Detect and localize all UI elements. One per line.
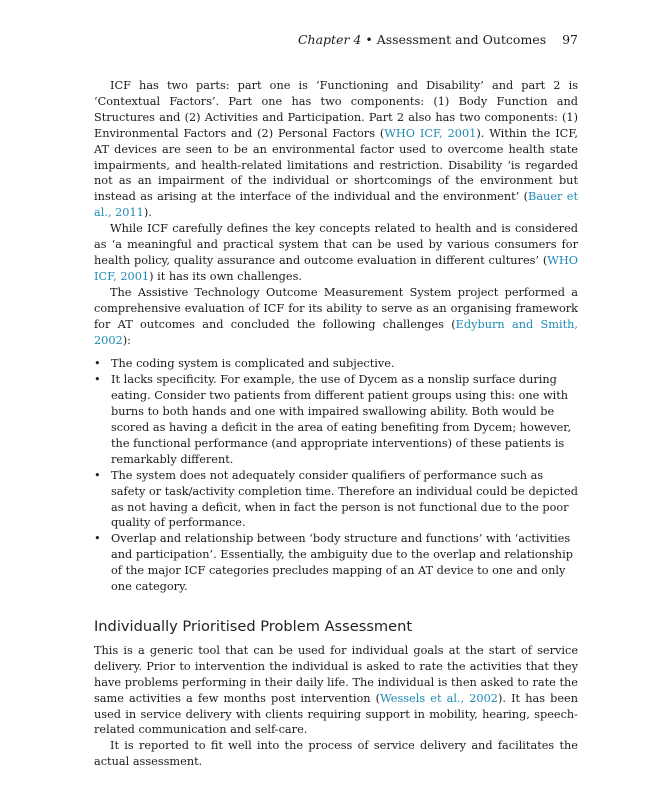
bullet-marker: • (94, 357, 101, 371)
chapter-label: Chapter 4 (297, 32, 362, 47)
list-item: • Overlap and relationship between ‘body structure and functions’ with ‘activities and participation’. Essentially, the ambiguity due to the overlap and relationship of the major ICF categories precludes mapping of an AT device to one and only one category. (94, 532, 573, 594)
running-header (298, 32, 578, 47)
paragraph-ippa-fit: It is reported to fit well into the process of service delivery and facilitates the actual assessment. (94, 739, 578, 769)
list-item: • The coding system is complicated and subjective. (94, 357, 395, 371)
chapter-title: Assessment and Outcomes (376, 32, 547, 47)
paragraph-icf-challenges: While ICF carefully defines the key concepts related to health and is considered as ‘a meaningful and practical system that can be used by various consumers for health policy, quality assurance and outcome evaluation in different cultures’ (WHO ICF, 2001) it has its own challenges. (94, 222, 578, 283)
paragraph-icf-parts: ICF has two parts: part one is ‘Functioning and Disability’ and part 2 is ‘Contextual Factors’. Part one has two components: (1) Body Function and Structures and (2) Activities and Participation. Part 2 also has two components: (1) Environmental Factors and (2) Personal Factors (WHO ICF, 2001). Within the ICF, AT devices are seen to be an environmental factor used to overcome health state impairments, and health-related limitations and restriction. Disability ‘is regarded not as an impairment of the individual or shortcomings of the environment but instead as arising at the interface of the individual and the environment’ (Bauer et al., 2011). (94, 79, 579, 220)
citation-link[interactable]: Bauer et al., 2011 (94, 190, 578, 220)
citation-link[interactable]: WHO ICF, 2001 (384, 126, 477, 140)
challenges-list (94, 356, 578, 595)
citation-link[interactable]: Edyburn and Smith, 2002 (94, 317, 578, 347)
citation-link[interactable]: Wessels et al., 2002 (380, 691, 498, 705)
section-heading: Individually Prioritised Problem Assessment (94, 618, 413, 635)
bullet-marker: • (94, 468, 101, 482)
page-number: 97 (562, 32, 578, 47)
header-separator: • (365, 32, 373, 47)
list-item: • It lacks specificity. For example, the use of Dycem as a nonslip surface during eating. Consider two patients from different patient groups using this: one with burns to both hands and one with impaired swallowing ability. Both would be scored as having a deficit in the area of eating benefiting from Dycem; however, the functional performance (and appropriate interventions) of these patients is remarkably different. (94, 373, 572, 466)
list-item: • The system does not adequately consider qualifiers of performance such as safety or task/activity completion time. Therefore an individual could be depicted as not having a deficit, when in fact the person is not functional due to the poor quality of performance. (94, 468, 578, 530)
paragraph-ippa-description: This is a generic tool that can be used for individual goals at the start of service delivery. Prior to intervention the individual is asked to rate the activities that they have problems performing in their daily life. The individual is then asked to rate the same activities a few months post intervention (Wessels et al., 2002). It has been used in service delivery with clients requiring support in mobility, hearing, speech-related communication and self-care. (94, 643, 578, 737)
page-body (94, 78, 578, 770)
citation-link[interactable]: WHO ICF, 2001 (94, 253, 578, 283)
bullet-marker: • (94, 532, 101, 546)
paragraph-atoms-project: The Assistive Technology Outcome Measurement System project performed a comprehensive evaluation of ICF for its ability to serve as an organising framework for AT outcomes and concluded the following challenges (Edyburn and Smith, 2002): (94, 285, 578, 347)
bullet-marker: • (94, 373, 101, 387)
